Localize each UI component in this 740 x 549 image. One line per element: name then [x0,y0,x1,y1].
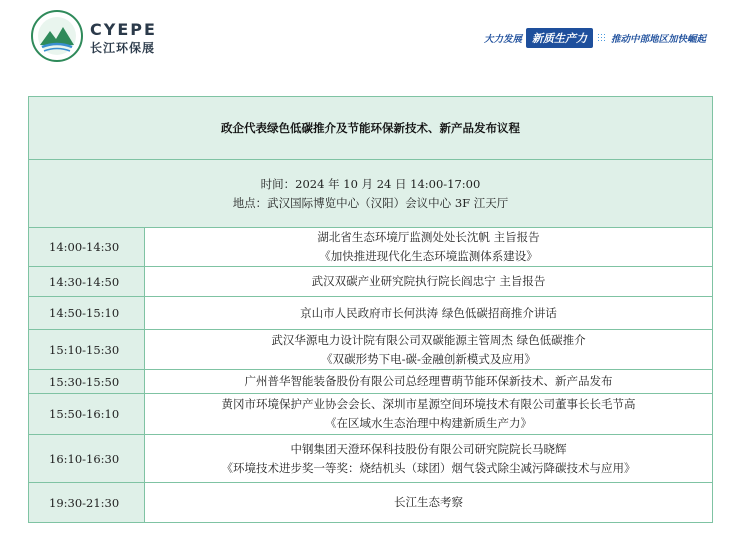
session-content [145,228,713,267]
session-content [145,370,713,394]
session-topic: 《双碳形势下电-碳-金融创新模式及应用》 [321,351,536,366]
session-speaker: 京山市人民政府市长何洪涛 绿色低碳招商推介讲话 [300,305,557,320]
session-speaker: 湖北省生态环境厅监测处处长沈帆 主旨报告 [317,230,540,244]
session-time: 16:10-16:30 [29,435,145,483]
dots-icon [597,33,607,43]
session-speaker: 武汉华源电力设计院有限公司双碳能源主管周杰 绿色低碳推介 [271,332,586,347]
slogan-right: 推动中部地区加快崛起 [610,34,706,45]
session-content [145,394,713,435]
table-row [29,435,713,483]
session-time: 19:30-21:30 [29,483,145,523]
table-row [29,370,713,394]
event-info [29,160,713,228]
session-content [145,435,713,483]
table-row [29,228,713,267]
event-place: 地点：武汉国际博览中心（汉阳）会议中心 3F 江天厅 [232,195,509,210]
session-topic: 《在区域水生态治理中构建新质生产力》 [325,416,532,430]
event-time: 时间：2024 年 10 月 24 日 14:00-17:00 [260,176,481,191]
session-topic: 《环境技术进步奖一等奖：烧结机头（球团）烟气袋式除尘减污降碳技术与应用》 [221,460,636,475]
session-speaker: 中钢集团天澄环保科技股份有限公司研究院院长马晓辉 [290,441,567,456]
agenda-table [28,96,713,523]
session-speaker: 黄冈市环境保护产业协会会长、深圳市星源空间环境技术有限公司董事长长毛节高 [221,397,636,411]
session-time: 14:30-14:50 [29,267,145,297]
session-time: 14:50-15:10 [29,297,145,330]
table-row [29,267,713,297]
session-speaker: 长江生态考察 [394,495,463,509]
session-speaker: 广州普华智能装备股份有限公司总经理曹萌节能环保新技术、新产品发布 [244,374,613,388]
header [0,0,740,70]
agenda-title: 政企代表绿色低碳推介及节能环保新技术、新产品发布议程 [29,97,713,160]
session-time: 15:50-16:10 [29,394,145,435]
session-time: 14:00-14:30 [29,228,145,267]
slogan-left: 大力发展 [483,34,522,45]
slogan-badge: 新质生产力 [526,28,593,48]
session-content [145,483,713,523]
cyepe-logo-icon [30,9,84,63]
session-topic: 《加快推进现代化生态环境监测体系建设》 [319,249,538,263]
session-speaker: 武汉双碳产业研究院执行院长阎忠宁 主旨报告 [311,274,546,288]
table-row [29,297,713,330]
brand-name-cn: 长江环保展 [90,41,156,55]
brand-name-en: CYEPE [90,20,157,39]
session-content [145,267,713,297]
session-content [145,330,713,370]
table-row [29,483,713,523]
session-time: 15:10-15:30 [29,330,145,370]
table-row [29,330,713,370]
table-row [29,394,713,435]
slogan [484,28,706,48]
session-content [145,297,713,330]
session-time: 15:30-15:50 [29,370,145,394]
